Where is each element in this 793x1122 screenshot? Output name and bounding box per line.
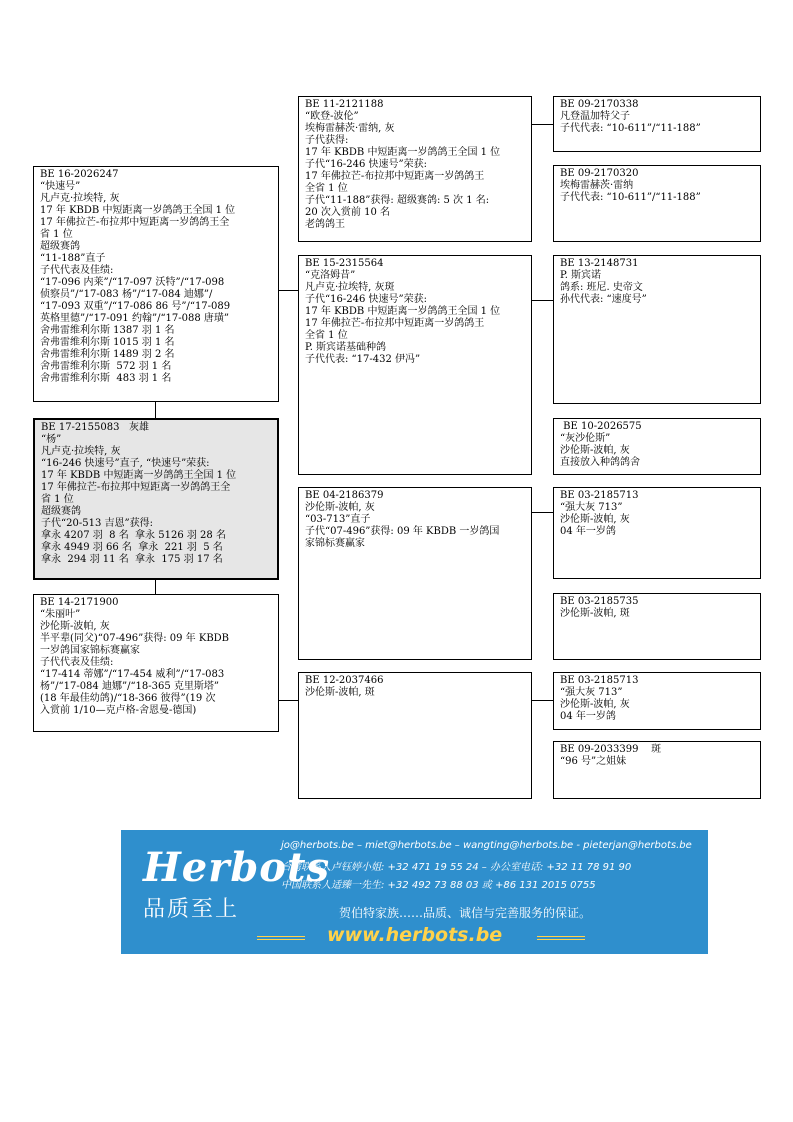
text-line: “17-414 蒂娜”/“17-454 威利”/“17-083 [40,669,225,680]
dam-dam-card [298,672,532,799]
text-line: BE 17-2155083 灰雄 [41,422,150,433]
text-line: 埃梅雷赫茨·雷纳, 灰 [305,123,395,134]
text-line: P. 斯宾诺基础种鸽 [305,342,387,353]
text-line: 舍弗雷维利尔斯 572 羽 1 名 [40,361,172,372]
text-line: BE 09-2170320 [560,168,639,179]
text-line: BE 14-2171900 [40,597,119,608]
sdd-text [560,421,756,469]
text-line: 沙伦斯-波帕, 斑 [305,687,375,698]
text-line: 沙伦斯-波帕, 灰 [40,621,110,632]
text-line: 沙伦斯-波帕, 灰 [560,514,630,525]
text-line: “17-093 双重”/“17-086 86 号”/“17-089 [40,301,231,312]
ssd-card [553,165,761,242]
text-line: “17-096 内莱”/“17-097 沃特”/“17-098 [40,277,225,288]
text-line: 子代“20-513 吉恩”获得: [41,518,153,529]
text-line: 04 年一岁鸽 [560,711,616,722]
text-line: 拿永 4207 羽 8 名 拿永 5126 羽 28 名 [41,530,226,541]
sds-text [560,258,756,306]
text-line: 子代代表及佳绩: [40,657,114,668]
text-line: “灰沙伦斯” [560,433,611,444]
text-line: 沙伦斯-波帕, 灰 [560,445,630,456]
text-line: 孙代代表: “速度号” [560,294,647,305]
text-line: 舍弗雷维利尔斯 1387 羽 1 名 [40,325,175,336]
banner-slogan: 品质至上 [143,897,240,922]
text-line: 舍弗雷维利尔斯 1015 羽 1 名 [40,337,175,348]
text-line: 17 年佛拉芒-布拉邦中短距离一岁鸽鸽王 [305,318,485,329]
text-line: 沙伦斯-波帕, 灰 [305,502,375,513]
text-line: 凡登温加特父子 [560,111,630,122]
sds-card [553,255,761,404]
text-line: “快速号” [40,181,81,192]
ssd-text [560,168,756,204]
text-line: “欧登-波伦” [305,111,359,122]
text-line: 凡卢克·拉埃特, 灰 [40,193,120,204]
contact-emails[interactable]: jo@herbots.be – miet@herbots.be – wangting@herbots.be - pieterjan@herbots.be [281,840,692,851]
text-line: 子代“16-246 快速号”荣获: [305,159,427,170]
sire-sire-card [298,96,532,242]
dds-text [560,675,756,723]
text-line: “03-713”直子 [305,514,371,525]
text-line: BE 13-2148731 [560,258,639,269]
text-line: BE 12-2037466 [305,675,384,686]
connector-line [532,512,553,513]
text-line: BE 04-2186379 [305,490,384,501]
text-line: 一岁鸽国家锦标赛赢家 [40,645,140,656]
text-line: 子代获得: [305,135,349,146]
website-link[interactable]: www.herbots.be [327,924,503,946]
text-line: 子代代表: “10-611”/“11-188” [560,123,701,134]
ddd-text [560,744,756,768]
connector-line [532,124,553,125]
text-line: 侦察员”/“17-083 杨”/“17-084 迪娜”/ [40,289,213,300]
dam-text [40,597,274,717]
text-line: 英格里德”/“17-091 约翰”/“17-088 唐璜” [40,313,230,324]
text-line: BE 03-2185713 [560,675,639,686]
ddd-card [553,741,761,799]
text-line: “强大灰 713” [560,502,623,513]
text-line: 拿永 294 羽 11 名 拿永 175 羽 17 名 [41,554,223,565]
text-line: 17 年 KBDB 中短距离一岁鸽鸽王全国 1 位 [305,147,501,158]
text-line: 子代“07-496”获得: 09 年 KBDB 一岁鸽国 [305,526,500,537]
text-line: 舍弗雷维利尔斯 483 羽 1 名 [40,373,172,384]
subject-pigeon-text [41,422,273,566]
sire-dam-card [298,255,532,475]
text-line: 家锦标赛赢家 [305,538,365,549]
herbots-banner [121,830,708,954]
dss-text [560,490,756,538]
text-line: 凡卢克·拉埃特, 灰 [41,446,121,457]
dam-sire-card [298,487,532,660]
text-line: “16-246 快速号”直子, “快速号”荣获: [41,458,210,469]
text-line: BE 11-2121188 [305,99,384,110]
sire-card [33,166,279,402]
text-line: 凡卢克·拉埃特, 灰斑 [305,282,395,293]
text-line: 子代“16-246 快速号”荣获: [305,294,427,305]
decorative-dash-right [537,936,585,940]
dss-card [553,487,761,579]
text-line: 04 年一岁鸽 [560,526,616,537]
connector-line [532,300,553,301]
text-line: 全省 1 位 [305,183,348,194]
text-line: 17 年 KBDB 中短距离一岁鸽鸽王全国 1 位 [41,470,237,481]
text-line: 沙伦斯-波帕, 灰 [560,699,630,710]
text-line: 鸽系: 班尼. 史帝文 [560,282,643,293]
subject-pigeon-card [33,418,279,580]
text-line: 省 1 位 [40,229,73,240]
text-line: P. 斯宾诺 [560,270,602,281]
text-line: “11-188”直子 [40,253,106,264]
connector-line [279,290,298,291]
banner-guarantee: 贺伯特家族……品质、诚信与完善服务的保证。 [339,906,592,920]
dsd-card [553,593,761,660]
text-line: 超级赛鸽 [40,241,80,252]
text-line: 超级赛鸽 [41,506,81,517]
text-line: BE 10-2026575 [560,421,642,432]
sss-card [553,96,761,152]
text-line: 17 年 KBDB 中短距离一岁鸽鸽王全国 1 位 [40,205,236,216]
connector-line [279,700,298,701]
text-line: 子代代表: “17-432 伊冯” [305,354,421,365]
text-line: “朱丽叶” [40,609,81,620]
text-line: 埃梅雷赫茨·雷纳 [560,180,634,191]
text-line: 17 年佛拉芒-布拉邦中短距离一岁鸽鸽王全 [40,217,230,228]
sdd-card [553,418,761,475]
text-line: 17 年 KBDB 中短距离一岁鸽鸽王全国 1 位 [305,306,501,317]
connector-line [155,580,156,594]
text-line: 杨”/“17-084 迪娜”/“18-365 克里斯塔” [40,681,220,692]
dds-card [553,672,761,730]
text-line: BE 16-2026247 [40,169,119,180]
dsd-text [560,596,756,620]
dam-dam-text [305,675,527,699]
dam-sire-text [305,490,527,550]
sire-text [40,169,274,385]
connector-line [155,402,156,418]
text-line: BE 03-2185735 [560,596,639,607]
contact-taiwan: 台湾联系人卢钰婷小姐: +32 471 19 55 24 – 办公室电话: +32 11 78 91 90 [281,862,632,873]
sss-text [560,99,756,135]
text-line: BE 09-2033399 斑 [560,744,662,755]
text-line: 入赏前 1/10—克卢格-舍恩曼-德国) [40,705,197,716]
sire-sire-text [305,99,527,231]
text-line: 17 年佛拉芒-布拉邦中短距离一岁鸽鸽王 [305,171,485,182]
text-line: “克洛姆昔” [305,270,356,281]
text-line: “96 号”之姐妹 [560,756,627,767]
text-line: BE 09-2170338 [560,99,639,110]
text-line: 直接放入种鸽鸽舍 [560,457,640,468]
text-line: “强大灰 713” [560,687,623,698]
text-line: 舍弗雷维利尔斯 1489 羽 2 名 [40,349,175,360]
text-line: 17 年佛拉芒-布拉邦中短距离一岁鸽鸽王全 [41,482,231,493]
text-line: 半平辈(同父)“07-496”获得: 09 年 KBDB [40,633,230,644]
sire-dam-text [305,258,527,366]
decorative-dash-left [257,936,305,940]
text-line: BE 03-2185713 [560,490,639,501]
text-line: (18 年最佳幼鸽)/“18-366 彼得”(19 次 [40,693,216,704]
text-line: 全省 1 位 [305,330,348,341]
contact-china: 中国联系人适臻一先生: +32 492 73 88 03 或 +86 131 2015 0755 [281,880,596,891]
text-line: 拿永 4949 羽 66 名 拿永 221 羽 5 名 [41,542,223,553]
text-line: 子代“11-188”获得: 超级赛鸽: 5 次 1 名: [305,195,490,206]
text-line: BE 15-2315564 [305,258,384,269]
connector-line [532,700,553,701]
text-line: 沙伦斯-波帕, 斑 [560,608,630,619]
text-line: 老鸽鸽王 [305,219,345,230]
text-line: 子代代表及佳绩: [40,265,114,276]
text-line: 20 次入赏前 10 名 [305,207,390,218]
text-line: “杨” [41,434,62,445]
dam-card [33,594,279,732]
text-line: 省 1 位 [41,494,74,505]
text-line: 子代代表: “10-611”/“11-188” [560,192,701,203]
herbots-logo: Herbots [143,844,330,891]
